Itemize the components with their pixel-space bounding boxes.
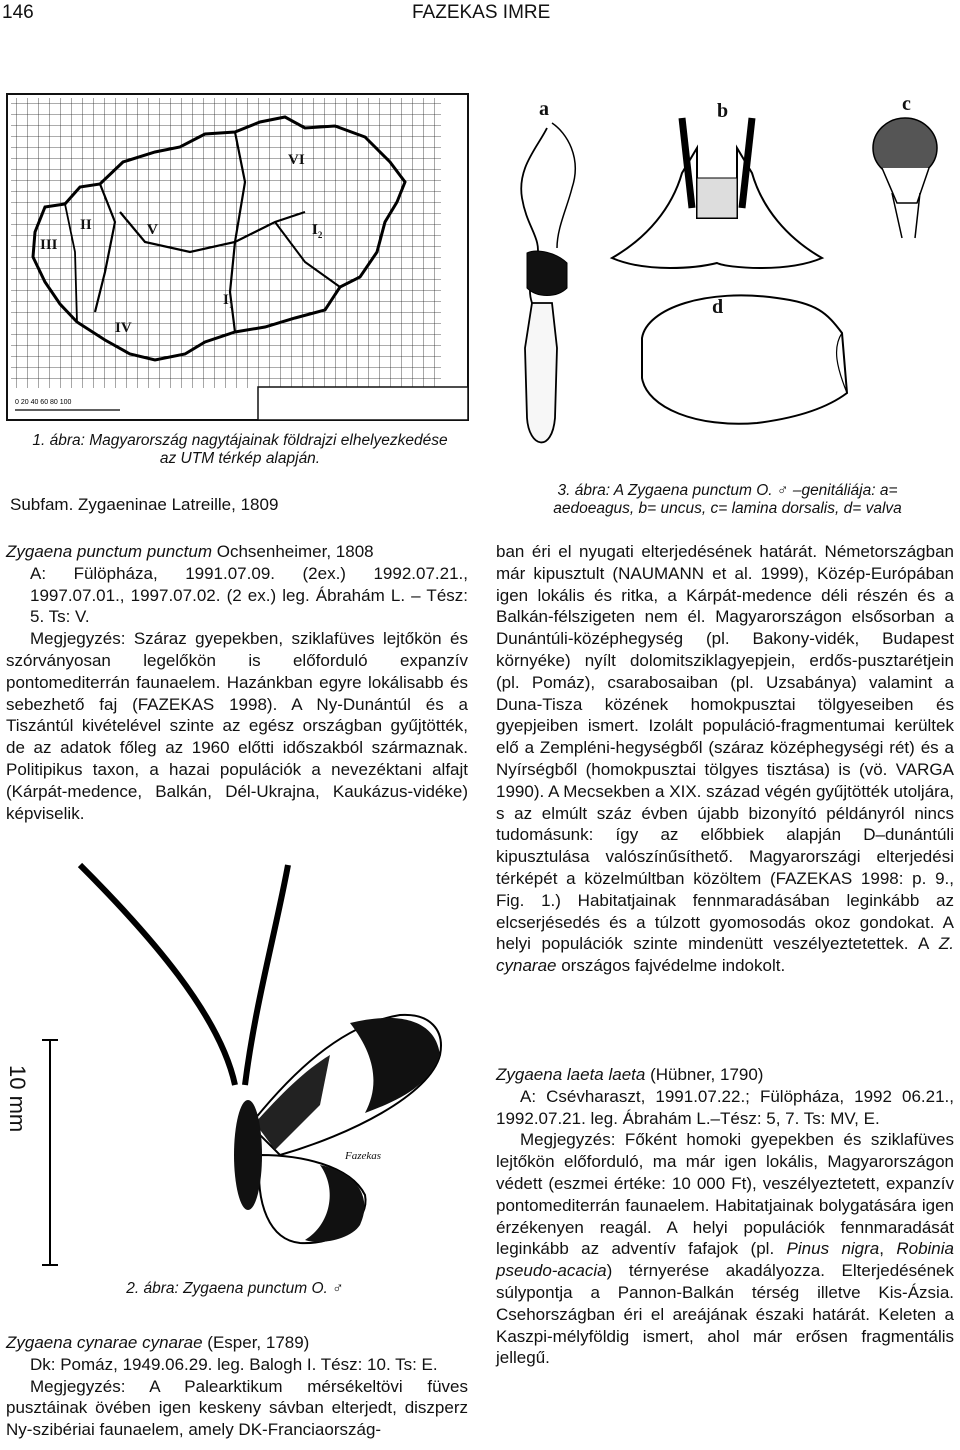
- figure-3-caption: 3. ábra: A Zygaena punctum O. ♂ –genitáliája: a= aedoeagus, b= uncus, c= lamina dorsalis, d= valva: [500, 482, 955, 518]
- region-label-iv: IV: [115, 320, 132, 336]
- species-3-note: Megjegyzés: Főként homoki gyepekben és sziklafüves lejtőkön előforduló, ma már igen lokális, Magyarországon védett (eszmei értéke: 10 000 Ft), veszélyeztetett, expanzív pontomediterrán faunaelem. Habitatjainak bolygatására igen érzékenyen reagál. A helyi populációk fennmaradását leginkább az adventív fafajok (pl. Pinus nigra, Robinia pseudo-acacia) térnyerése akadályozza. Elterjedésének súlypontja a Pannon-Balkán térség illetve Kis-Ázsia. Csehországban éri el areájának északi határát. Keleten a Kaszpi-mélyföldig ismert, ahol már erősen fragmentális jellegű.: [496, 1130, 954, 1368]
- species-2-note: Megjegyzés: A Palearktikum mérsékeltövi füves pusztáinak övében igen keskeny sávban elterjedt, diszperz Ny-szibériai faunaelem, amely DK-Franciaország-: [6, 1376, 468, 1440]
- species-1-author: Ochsenheimer, 1808: [212, 542, 374, 561]
- species-2-name: Zygaena cynarae cynarae: [6, 1333, 203, 1352]
- species-2-record: Dk: Pomáz, 1949.06.29. leg. Balogh I. Tész: 10. Ts: E.: [30, 1354, 438, 1374]
- species-3-name: Zygaena laeta laeta: [496, 1065, 646, 1084]
- page-number: 146: [2, 2, 34, 23]
- panel-b-label: b: [717, 100, 729, 122]
- panel-d-label: d: [712, 296, 724, 318]
- figure-2-caption: 2. ábra: Zygaena punctum O. ♂: [126, 1280, 344, 1297]
- species-2-author: (Esper, 1789): [202, 1333, 310, 1352]
- utm-grid-map: [5, 92, 470, 422]
- species-3-block: [496, 1064, 954, 1369]
- region-label-v: V: [147, 222, 158, 238]
- panel-a-label: a: [539, 98, 549, 120]
- species-2-continuation: ban éri el nyugati elterjedésének határát. Németországban már kipusztult (NAUMANN et al. 1999), Közép-Európában igen lokális és ritka, a Kárpát-medence déli részén és a Balkán-félszigeten nem él. Magyarországon elsősorban a Dunántúli-középhegység (pl. Bakony-vidék, Budapest környéke) nyílt dolomitsziklagyepjein, erdős-pusztarétjein (pl. Pomáz), csarabosaiban (pl. Uzsabánya) valamint a Duna-Tisza közének homokpusztai tölgyeseiben és gyepjeiben ismert. Izolált populáció-fragmentumai kerültek elő a Zempléni-hegységből (száraz középhegységi rét) és a Nyírségből (homokpusztai tölgyes tisztása) is (vö. VARGA 1990). A Mecsekben a XIX. század végén gyűjtötték utoljára, s az elmúlt száz évben újabb bizonyító példányról nincs tudomásunk: így az előbbiek alapján D–dunántúli kipusztulása valószínűsíthető. Magyarországi elterjedési térképét a közelmúltban közöltem (FAZEKAS 1998: p. 9., Fig. 1.) Habitatjainak fennmaradásában leginkább az elcserjésedés és a túlzott gyomosodás okoz gondokat. A helyi populációk szinte mindenütt veszélyeztetettek. A Z. cynarae országos fajvédelme indokolt.: [496, 542, 954, 976]
- panel-c-label: c: [902, 93, 911, 115]
- species-3-author: (Hübner, 1790): [645, 1065, 764, 1084]
- moth-drawing: [20, 855, 450, 1275]
- figure-1-map: [5, 92, 470, 422]
- species-1-name: Zygaena punctum punctum: [6, 542, 213, 561]
- species-1-record: A: Fülöpháza, 1991.07.09. (2ex.) 1992.07.21., 1997.07.01., 1997.07.02. (2 ex.) leg. Ábrahám L. – Tész: 5. Ts: V.: [30, 563, 468, 627]
- subfamily-heading: Subfam. Zygaeninae Latreille, 1809: [10, 495, 279, 514]
- species-2-block: [6, 1332, 468, 1441]
- region-label-i1: $I_1$: [223, 292, 234, 310]
- species-1-note: Megjegyzés: Száraz gyepekben, sziklafüves lejtőkön és szórványosan legelőkön is előforduló expanzív pontomediterrán faunaelem. Hazánkban egyre lokálisabb és sebezhető faj (FAZEKAS 1998). A Ny-Dunántúl és a Tiszántúl kivételével szinte az egész országban gyűjtötték, de az adatok főleg az 1960 előtti időszakból származnak. Politipikus taxon, a hazai populációk a nevezéktani alfajt (Kárpát-medence, Balkán, Dél-Ukrajna, Kaukázus-vidéke) képviselik.: [6, 629, 468, 823]
- scale-label: 10 mm: [5, 1065, 30, 1133]
- running-title: FAZEKAS IMRE: [412, 2, 551, 23]
- species-1-block: [6, 541, 468, 824]
- figure-1-caption: [10, 432, 470, 468]
- artist-signature: Fazekas: [345, 1150, 382, 1162]
- figure-1-caption-line2: az UTM térkép alapján.: [159, 450, 321, 467]
- figure-3-genitalia: [497, 88, 959, 468]
- region-label-iii: III: [40, 237, 58, 253]
- figure-2-moth: [5, 855, 450, 1275]
- species-3-record: A: Csévharaszt, 1991.07.22.; Fülöpháza, 1992 06.21., 1992.07.21. leg. Ábrahám L.–Tész: 5, 7. Ts: MV, E.: [496, 1086, 954, 1128]
- region-label-vi: VI: [288, 152, 305, 168]
- region-label-i2: $I_2$: [312, 222, 323, 240]
- figure-3-caption-line2: aedoeagus, b= uncus, c= lamina dorsalis, d= valva: [553, 500, 902, 517]
- region-label-ii: II: [80, 217, 92, 233]
- map-scale-numbers: 0 20 40 60 80 100: [15, 399, 72, 406]
- genitalia-drawings: [497, 88, 959, 468]
- figure-1-caption-line1: 1. ábra: Magyarország nagytájainak földrajzi elhelyezkedése: [32, 432, 448, 449]
